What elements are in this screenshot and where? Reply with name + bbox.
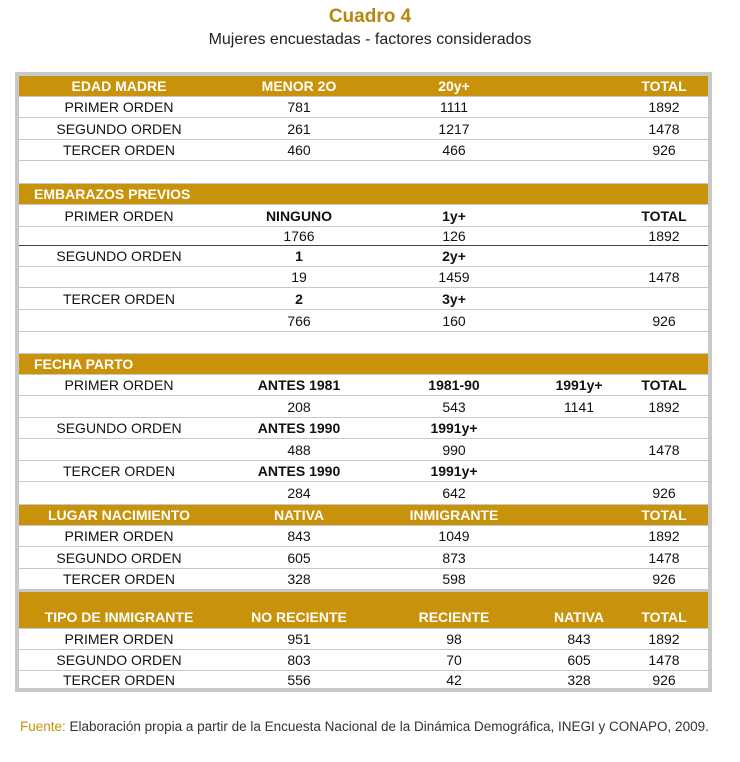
header-cell: TOTAL: [641, 609, 687, 625]
header-cell: MENOR 2O: [261, 78, 337, 94]
header-cell: TIPO DE INMIGRANTE: [44, 609, 194, 625]
table-row: [19, 205, 708, 226]
table-cell: 843: [567, 631, 591, 647]
header-cell: EMBARAZOS PREVIOS: [34, 186, 191, 202]
column-label: 1991y+: [430, 420, 478, 436]
row-label: SEGUNDO ORDEN: [56, 120, 182, 137]
table-row: [19, 526, 708, 546]
section-header-embarazos-previos: [19, 184, 708, 204]
table-row: [19, 439, 708, 460]
column-label: 2: [295, 290, 303, 307]
table-row: [19, 547, 708, 568]
row-label: PRIMER ORDEN: [64, 99, 174, 115]
table-cell: 1478: [648, 652, 680, 668]
table-cell: 951: [287, 631, 311, 647]
table-cell: 1892: [648, 631, 680, 647]
table-cell: 98: [446, 631, 462, 647]
table-cell: 926: [652, 571, 676, 587]
table-cell: 781: [287, 99, 311, 115]
table-cell: 126: [442, 228, 466, 244]
table-title: Cuadro 4: [328, 6, 412, 27]
header-cell: EDAD MADRE: [71, 78, 167, 94]
table-cell: 873: [442, 549, 466, 566]
header-cell: INMIGRANTE: [409, 507, 499, 523]
column-label: ANTES 1990: [257, 420, 341, 436]
table-row: [19, 97, 708, 117]
row-label: TERCER ORDEN: [62, 290, 175, 307]
table-cell: 284: [287, 485, 311, 501]
header-cell: LUGAR NACIMIENTO: [47, 507, 191, 523]
table-cell: 556: [287, 671, 311, 688]
source-note: [20, 718, 713, 736]
header-cell: NO RECIENTE: [251, 609, 347, 625]
table-row: [19, 227, 708, 245]
table-cell: 1217: [438, 120, 470, 137]
column-label: 1y+: [442, 207, 466, 224]
row-label: PRIMER ORDEN: [64, 377, 174, 393]
table-cell: 160: [442, 312, 466, 329]
header-cell: FECHA PARTO: [34, 356, 134, 372]
row-label: PRIMER ORDEN: [64, 528, 174, 544]
table-row: [19, 482, 708, 504]
table-cell: 328: [567, 671, 591, 688]
table-cell: 843: [287, 528, 311, 544]
table-row: [19, 418, 708, 438]
section-header-fecha-parto: [19, 354, 708, 374]
row-label: PRIMER ORDEN: [64, 631, 174, 647]
table-cell: 460: [287, 142, 311, 158]
table-cell: 1478: [648, 441, 680, 458]
column-label: TOTAL: [641, 377, 687, 393]
column-label: NINGUNO: [265, 207, 333, 224]
section-header-lugar-nacimiento: [19, 505, 708, 525]
table-row: [19, 629, 708, 649]
table-cell: 70: [446, 652, 462, 668]
table-cell: 1892: [648, 528, 680, 544]
row-label: SEGUNDO ORDEN: [56, 248, 182, 264]
row-label: TERCER ORDEN: [62, 463, 175, 479]
table-row: [19, 267, 708, 287]
row-label: TERCER ORDEN: [62, 571, 175, 587]
table-cell: 1766: [283, 228, 315, 244]
table-cell: 605: [287, 549, 311, 566]
table-cell: 466: [442, 142, 466, 158]
table-cell: 208: [287, 398, 311, 415]
table-row: [19, 569, 708, 589]
table-cell: 488: [287, 441, 311, 458]
table-row: [19, 310, 708, 331]
section-spacer: [19, 332, 708, 353]
header-cell: NATIVA: [273, 507, 325, 523]
header-cell: TOTAL: [641, 507, 687, 523]
table-row: [19, 671, 708, 688]
table-cell: 926: [652, 485, 676, 501]
column-label: TOTAL: [641, 207, 687, 224]
table-cell: 1049: [438, 528, 470, 544]
row-label: SEGUNDO ORDEN: [56, 420, 182, 436]
table-row: [19, 396, 708, 417]
column-label: 1991y+: [430, 463, 478, 479]
table-cell: 1892: [648, 99, 680, 115]
table-cell: 543: [442, 398, 466, 415]
header-cell: TOTAL: [641, 78, 687, 94]
header-cell: NATIVA: [553, 609, 605, 625]
table-cell: 1478: [648, 549, 680, 566]
table-cell: 926: [652, 312, 676, 329]
table-row: [19, 246, 708, 266]
column-label: 1981-90: [428, 377, 480, 393]
table-cell: 642: [442, 485, 466, 501]
table-row: [19, 650, 708, 670]
table-cell: 1141: [563, 398, 595, 415]
table-row: [19, 461, 708, 481]
header-cell: 20y+: [438, 78, 470, 94]
table-cell: 261: [287, 120, 311, 137]
table-cell: 990: [442, 441, 466, 458]
column-label: ANTES 1990: [257, 463, 341, 479]
table-cell: 1478: [648, 120, 680, 137]
column-label: ANTES 1981: [257, 377, 341, 393]
column-label: 1: [295, 248, 303, 264]
section-header-tipo-inmigrante: [19, 592, 708, 628]
table-cell: 42: [446, 671, 462, 688]
table-cell: 1111: [439, 99, 469, 115]
table-row: [19, 375, 708, 395]
table-cell: 328: [287, 571, 311, 587]
header-cell: RECIENTE: [418, 609, 490, 625]
table-cell: 598: [442, 571, 466, 587]
table-row: [19, 288, 708, 309]
table-row: [19, 118, 708, 139]
row-label: TERCER ORDEN: [62, 671, 175, 688]
row-label: TERCER ORDEN: [62, 142, 175, 158]
row-label: PRIMER ORDEN: [64, 207, 174, 224]
table-cell: 803: [287, 652, 311, 668]
data-table: [15, 72, 712, 692]
column-label: 1991y+: [555, 377, 603, 393]
row-label: SEGUNDO ORDEN: [56, 652, 182, 668]
column-label: 3y+: [442, 290, 466, 307]
table-cell: 1478: [648, 269, 680, 285]
row-label: SEGUNDO ORDEN: [56, 549, 182, 566]
table-cell: 1459: [438, 269, 470, 285]
table-cell: 1892: [648, 228, 680, 244]
table-cell: 766: [287, 312, 311, 329]
section-header-edad-madre: [19, 76, 708, 96]
table-subtitle: Mujeres encuestadas - factores considerados: [208, 31, 532, 48]
table-cell: 19: [291, 269, 307, 285]
table-cell: 1892: [648, 398, 680, 415]
source-text: Elaboración propia a partir de la Encuesta Nacional de la Dinámica Demográfica, INEGI y CONAPO, 2009.: [65, 719, 709, 734]
table-row: [19, 140, 708, 160]
table-cell: 926: [652, 671, 676, 688]
table-cell: 605: [567, 652, 591, 668]
source-label: Fuente:: [20, 719, 66, 734]
column-label: 2y+: [442, 248, 466, 264]
section-spacer: [19, 161, 708, 183]
table-cell: 926: [652, 142, 676, 158]
